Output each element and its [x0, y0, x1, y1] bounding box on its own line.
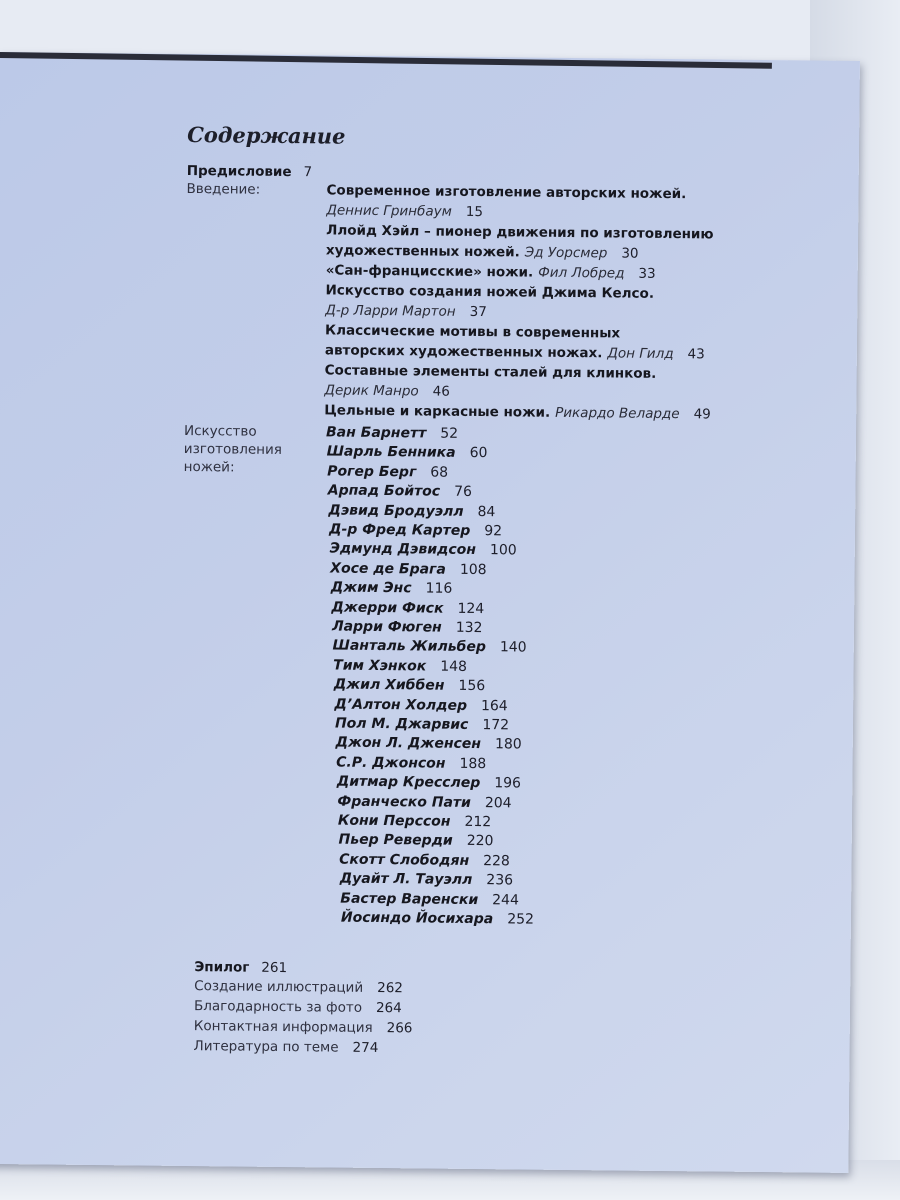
intro-line-page: 46	[432, 383, 450, 400]
list-item	[194, 1037, 379, 1057]
artist-page: 84	[477, 503, 496, 520]
artist-name: Хосе де Брага	[330, 560, 446, 578]
list-item	[338, 812, 491, 832]
list-item	[331, 598, 484, 618]
list-item	[339, 850, 510, 870]
artist-name: Эдмунд Дэвидсон	[329, 540, 477, 559]
artist-page: 148	[440, 658, 468, 675]
artist-name: Джерри Фиск	[331, 599, 444, 617]
artist-page: 244	[492, 891, 519, 909]
intro-line	[325, 281, 654, 302]
intro-line	[325, 321, 620, 342]
artist-name: Рогер Берг	[327, 463, 417, 481]
artist-name: Д’Алтон Холдер	[334, 696, 468, 714]
artist-name: Бастер Варенски	[340, 890, 479, 908]
list-item	[340, 889, 519, 909]
artist-page: 188	[459, 755, 487, 772]
artist-name: Тим Хэнкок	[333, 657, 427, 675]
artist-name: Д-р Фред Картер	[328, 521, 471, 539]
back-matter-page: 274	[352, 1039, 379, 1057]
artist-name: Дуайт Л. Тауэлл	[339, 870, 473, 889]
intro-line-author: Деннис Гринбаум	[326, 202, 452, 220]
epilogue-entry	[194, 958, 287, 977]
list-item	[340, 870, 514, 890]
artist-name: Пьер Реверди	[338, 831, 453, 850]
list-item	[333, 637, 527, 657]
page-title: Содержание	[187, 121, 346, 149]
intro-line-page: 43	[687, 346, 705, 363]
artist-page: 252	[507, 911, 535, 928]
list-item	[337, 792, 511, 812]
intro-line-page: 37	[469, 303, 487, 321]
book-page	[0, 52, 860, 1173]
artist-page: 124	[457, 600, 485, 617]
artist-page: 68	[430, 464, 449, 481]
intro-line-title: Ллойд Хэйл – пионер движения по изготовлению	[326, 222, 714, 243]
artist-page: 172	[482, 717, 510, 734]
artist-name: Ван Барнетт	[325, 424, 427, 442]
list-item	[328, 501, 495, 521]
preface-label: Предисловие	[186, 162, 292, 181]
intro-line-title: Искусство создания ножей Джима Келсо.	[325, 282, 655, 302]
epilogue-label: Эпилог	[194, 959, 250, 976]
artist-name: Джим Энс	[330, 579, 412, 597]
list-item	[194, 1017, 413, 1037]
list-item	[326, 423, 458, 442]
intro-line-title: авторских художественных ножах.	[324, 342, 603, 362]
artist-name: Дэвид Бродуэлл	[328, 502, 464, 520]
artist-page: 196	[494, 775, 522, 792]
list-item	[331, 579, 453, 598]
intro-label: Введение:	[186, 180, 261, 198]
artist-page: 228	[483, 852, 510, 870]
back-matter-label: Создание иллюстраций	[194, 978, 364, 996]
artist-name: Пол М. Джарвис	[334, 715, 469, 733]
artist-name: Шарль Бенника	[326, 443, 456, 462]
list-item	[335, 715, 509, 735]
list-item	[335, 734, 521, 754]
list-item	[334, 676, 486, 696]
intro-line-title: Цельные и каркасные ножи.	[324, 402, 551, 421]
list-item	[194, 977, 403, 997]
intro-line-title: «Сан-францисские» ножи.	[325, 262, 534, 281]
artist-name: Скотт Слободян	[339, 851, 470, 869]
artist-name: Арпад Бойтос	[327, 482, 441, 500]
intro-line	[325, 361, 657, 382]
intro-line-author: Дон Гилд	[607, 345, 674, 363]
preface-page: 7	[303, 164, 313, 181]
artist-name: Йосиндо Йосихара	[340, 909, 494, 928]
intro-line	[325, 301, 487, 321]
artist-page: 236	[486, 872, 514, 889]
intro-line	[324, 401, 711, 423]
artist-page: 204	[484, 794, 512, 811]
list-item	[194, 997, 402, 1017]
list-item	[327, 443, 488, 463]
intro-line	[324, 381, 450, 400]
artist-page: 180	[494, 736, 522, 753]
list-item	[330, 540, 517, 560]
intro-line	[326, 221, 714, 243]
intro-line-author: Эд Уорсмер	[524, 244, 608, 262]
artist-page: 164	[480, 697, 508, 714]
artist-name: Франческо Пати	[337, 793, 471, 811]
epilogue-page: 261	[261, 959, 288, 977]
artist-name: Джил Хиббен	[333, 676, 445, 694]
artist-page: 52	[440, 425, 459, 442]
artist-name: Шанталь Жильбер	[332, 637, 486, 656]
artist-page: 212	[464, 813, 492, 831]
back-matter-page: 264	[375, 999, 402, 1017]
artist-page: 140	[499, 639, 527, 656]
intro-line-title: Классические мотивы в современных	[325, 322, 621, 342]
list-item	[327, 462, 448, 481]
intro-line-page: 30	[621, 245, 639, 262]
artist-page: 116	[425, 580, 453, 597]
back-matter-label: Литература по теме	[193, 1038, 339, 1056]
intro-line-author: Д-р Ларри Мартон	[325, 302, 456, 320]
list-item	[330, 559, 487, 579]
artist-name: Дитмар Кресслер	[336, 773, 481, 792]
list-item	[336, 753, 486, 773]
artist-page: 92	[484, 523, 503, 540]
intro-line-page: 49	[693, 406, 711, 423]
artist-name: С.Р. Джонсон	[336, 754, 446, 772]
intro-line-author: Рикардо Веларде	[555, 404, 680, 423]
intro-line	[326, 181, 686, 203]
intro-line-author: Дерик Манро	[324, 382, 419, 400]
list-item	[328, 482, 472, 502]
artist-page: 132	[455, 619, 483, 637]
intro-line-title: Современное изготовление авторских ножей.	[326, 182, 687, 203]
back-matter-label: Благодарность за фото	[193, 998, 363, 1016]
list-item	[337, 773, 521, 793]
page-top-edge	[0, 52, 772, 69]
intro-line-page: 15	[465, 203, 484, 221]
artist-page: 76	[454, 483, 473, 501]
list-item	[333, 656, 467, 675]
artist-page: 220	[466, 833, 494, 850]
intro-line-title: Составные элементы сталей для клинков.	[324, 362, 657, 382]
list-item	[334, 695, 508, 715]
artist-page: 156	[458, 678, 486, 695]
art-section-label: Искусство изготовления ножей:	[183, 422, 282, 476]
intro-line	[326, 261, 656, 282]
intro-line-page: 33	[638, 265, 656, 282]
intro-line	[326, 241, 639, 262]
intro-line-title: художественных ножей.	[325, 242, 520, 261]
back-matter-page: 266	[386, 1020, 413, 1037]
preface-entry	[187, 162, 313, 181]
list-item	[338, 831, 493, 851]
intro-line	[326, 201, 483, 221]
artist-page: 60	[469, 445, 488, 462]
intro-line-author: Фил Лобред	[538, 264, 625, 282]
artist-name: Джон Л. Дженсен	[335, 734, 482, 753]
artist-name: Ларри Фюген	[331, 618, 442, 636]
intro-line	[325, 341, 705, 363]
artist-name: Кони Перссон	[337, 812, 451, 830]
artist-page: 100	[489, 542, 517, 559]
list-item	[329, 520, 502, 540]
back-matter-page: 262	[377, 980, 404, 997]
list-item	[341, 909, 534, 929]
list-item	[332, 618, 483, 638]
artist-page: 108	[459, 561, 487, 578]
back-matter-label: Контактная информация	[193, 1018, 373, 1036]
